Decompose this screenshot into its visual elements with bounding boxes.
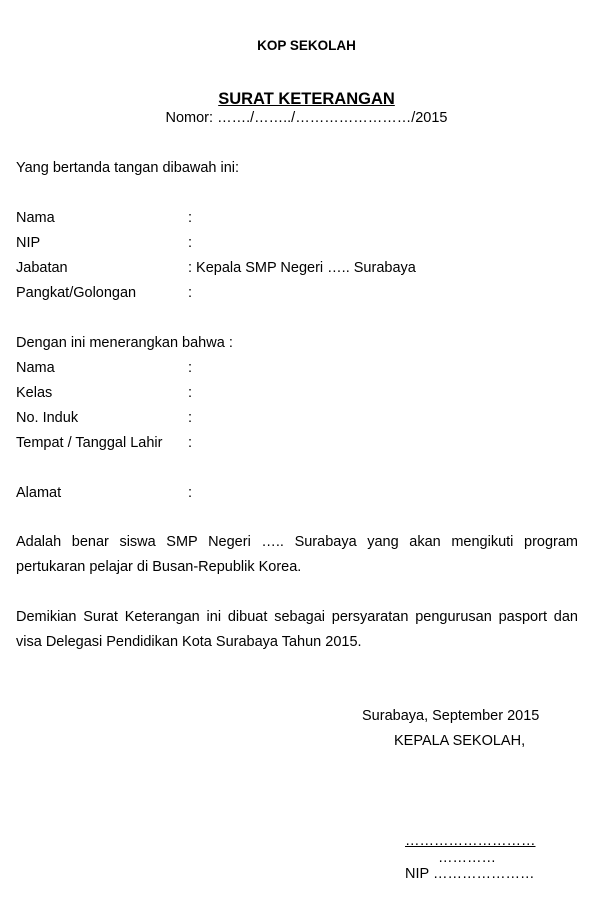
field-value: : (188, 385, 193, 401)
signature-position: KEPALA SEKOLAH, (394, 733, 526, 749)
signature-name-line: ……………………… (405, 833, 536, 849)
field-label: Kelas (16, 385, 53, 401)
field-label: Jabatan (16, 260, 68, 276)
field-value: : (188, 210, 193, 226)
field-label: NIP (16, 235, 41, 251)
signer-field-nip (16, 235, 192, 251)
student-field-kelas (16, 385, 192, 401)
student-field-ttl (16, 435, 192, 451)
field-label: No. Induk (16, 410, 79, 426)
field-value: : Kepala SMP Negeri ….. Surabaya (188, 260, 416, 276)
signature-name-sub: ………… (438, 850, 496, 866)
letterhead: KOP SEKOLAH (257, 38, 356, 53)
address-field (16, 485, 192, 501)
signature-place-date: Surabaya, September 2015 (362, 708, 540, 724)
field-label: Pangkat/Golongan (16, 285, 137, 301)
document-title: SURAT KETERANGAN (218, 90, 395, 108)
field-value: : (188, 485, 193, 501)
document-number: Nomor: ……./……../……………………/2015 (165, 110, 448, 126)
signer-field-pangkat (16, 285, 192, 301)
field-value: : (188, 285, 193, 301)
signer-field-jabatan (16, 260, 416, 276)
field-label: Nama (16, 360, 55, 376)
paragraph-closing: Demikian Surat Keterangan ini dibuat sebagai persyaratan pengurusan pasport dan visa Delegasi Pendidikan Kota Surabaya Tahun 2015. (16, 609, 578, 650)
paragraph-statement: Adalah benar siswa SMP Negeri ….. Surabaya yang akan mengikuti program pertukaran pelajar di Busan-Republik Korea. (16, 534, 578, 575)
intro-text: Yang bertanda tangan dibawah ini: (16, 160, 240, 176)
student-field-nama (16, 360, 192, 376)
signer-field-nama (16, 210, 192, 226)
field-label: Tempat / Tanggal Lahir (16, 435, 163, 451)
signature-nip: NIP ………………… (405, 866, 535, 882)
field-value: : (188, 360, 193, 376)
field-value: : (188, 235, 193, 251)
field-value: : (188, 435, 193, 451)
student-field-no-induk (16, 410, 192, 426)
statement-intro: Dengan ini menerangkan bahwa : (16, 335, 233, 351)
field-value: : (188, 410, 193, 426)
field-label: Nama (16, 210, 55, 226)
field-label: Alamat (16, 485, 62, 501)
